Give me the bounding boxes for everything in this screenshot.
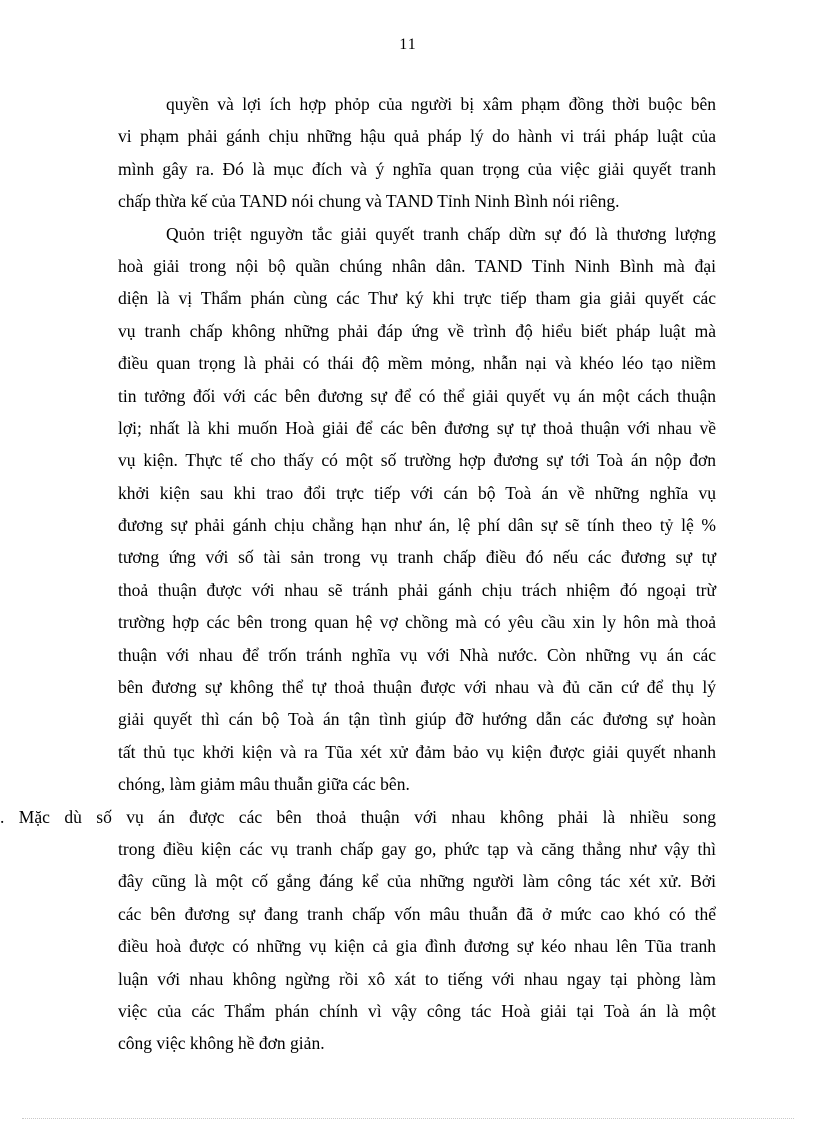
page-bottom-divider [22, 1118, 794, 1119]
text-line: bên đương sự không thể tự thoả thuận được với nhau và đủ căn cứ để thụ lý [118, 677, 716, 698]
document-body [0, 88, 716, 1060]
text-line: việc của các Thẩm phán chính vì vậy công tác Hoà giải tại Toà án là một [118, 1000, 716, 1021]
paragraph-3 [0, 801, 716, 1060]
text-line: vụ kiện. Thực tế cho thấy có một số trường hợp đương sự tới Toà án nộp đơn [118, 450, 716, 471]
text-line: công việc không hề đơn giản. [118, 1033, 325, 1054]
text-line: trường hợp các bên trong quan hệ vợ chồng mà có yêu cầu xin ly hôn mà thoả [118, 612, 716, 633]
text-line: điều hoà được có những vụ kiện cả gia đình đương sự kéo nhau lên Tũa tranh [118, 936, 716, 957]
text-line: chóng, làm giảm mâu thuẫn giữa các bên. [118, 774, 410, 795]
text-line: đây cũng là một cố gắng đáng kể của những người làm công tác xét xử. Bởi [118, 871, 716, 892]
text-line: trong điều kiện các vụ tranh chấp gay go, phức tạp và căng thẳng như vậy thì [118, 838, 716, 859]
text-line: Quỏn triệt nguyờn tắc giải quyết tranh chấp dừn sự đó là thương lượng [166, 223, 716, 244]
text-line: tương ứng với số tài sản trong vụ tranh chấp điều đó nếu các đương sự tự [118, 547, 716, 568]
text-line: thoả thuận được với nhau sẽ tránh phải gánh chịu trách nhiệm đó ngoại trừ [118, 579, 716, 600]
text-line: tất thủ tục khởi kiện và ra Tũa xét xử đảm bảo vụ kiện được giải quyết nhanh [118, 741, 716, 762]
text-line: mình gây ra. Đó là mục đích và ý nghĩa quan trọng của việc giải quyết tranh [118, 158, 716, 179]
page-number: 11 [399, 36, 417, 53]
text-line: tin tưởng đối với các bên đương sự để có thể giải quyết vụ án một cách thuận [118, 385, 716, 406]
text-line: vi phạm phải gánh chịu những hậu quả pháp lý do hành vi trái pháp luật của [118, 126, 716, 147]
text-line: luận với nhau không ngừng rồi xô xát to tiếng với nhau ngay tại phòng làm [118, 968, 716, 989]
text-line: khởi kiện sau khi trao đổi trực tiếp với cán bộ Toà án về những nghĩa vụ [118, 482, 716, 503]
text-line: hoà giải trong nội bộ quần chúng nhân dân. TAND Tỉnh Ninh Bình mà đại [118, 255, 716, 276]
text-line: quyền và lợi ích hợp phỏp của người bị xâm phạm đồng thời buộc bên [166, 94, 716, 114]
text-line: điều quan trọng là phải có thái độ mềm mỏng, nhẫn nại và khéo léo tạo niềm [118, 353, 716, 374]
text-line: vụ tranh chấp không những phải đáp ứng về trình độ hiểu biết pháp luật mà [118, 320, 716, 341]
text-line: thuận với nhau để trốn tránh nghĩa vụ với Nhà nước. Còn những vụ án các [118, 644, 716, 665]
text-line: lợi; nhất là khi muốn Hoà giải để các bên đương sự tự thoả thuận với nhau về [118, 417, 716, 438]
text-line: đương sự phải gánh chịu chẳng hạn như án, lệ phí dân sự sẽ tính theo tỷ lệ % [118, 515, 716, 536]
text-line: chấp thừa kế của TAND nói chung và TAND Tỉnh Ninh Bình nói riêng. [118, 191, 620, 212]
text-line: diện là vị Thẩm phán cùng các Thư ký khi trực tiếp tham gia giải quyết các [118, 288, 716, 309]
paragraph-2 [118, 218, 716, 801]
text-line: các bên đương sự đang tranh chấp vốn mâu thuẫn đã ở mức cao khó có thể [118, 903, 716, 924]
text-line: . Mặc dù số vụ án được các bên thoả thuận với nhau không phải là nhiều song [0, 806, 716, 827]
text-line: giải quyết thì cán bộ Toà án tận tình giúp đỡ hướng dẫn các đương sự hoàn [118, 709, 716, 730]
paragraph-1 [118, 88, 716, 218]
